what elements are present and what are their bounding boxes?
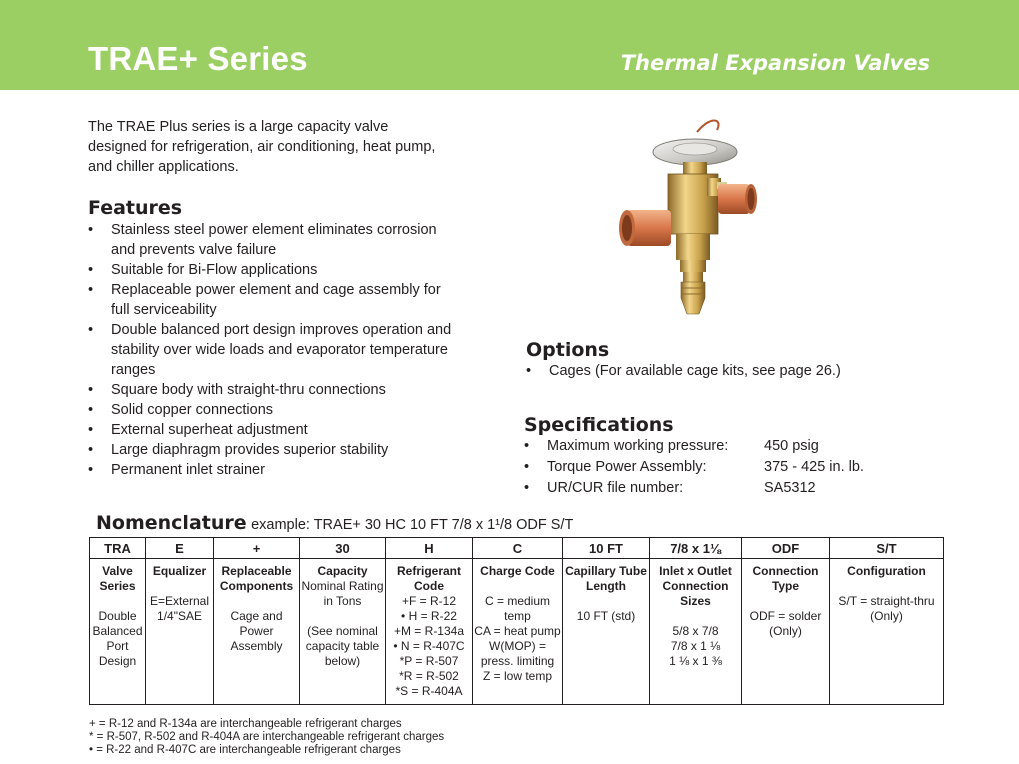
options-list (526, 361, 926, 381)
nomenclature-desc-line: Power (239, 624, 274, 638)
nomenclature-label: Capillary Tube (565, 564, 647, 578)
footnotes (89, 718, 444, 757)
nomenclature-code-cell: + (214, 538, 300, 559)
nomenclature-desc-line: S/T = straight-thru (838, 594, 935, 608)
intro-paragraph: The TRAE Plus series is a large capacity valve designed for refrigeration, air conditioning, heat pump, and chiller applications. (88, 119, 436, 175)
list-item: • Stainless steel power element eliminates corrosion and prevents valve failure (88, 222, 437, 258)
footnote: + = R-12 and R-134a are interchangeable refrigerant charges (89, 718, 402, 730)
nomenclature-desc-line: Z = low temp (482, 669, 553, 683)
page-title: TRAE+ Series (88, 40, 308, 77)
list-item: • Solid copper connections (88, 402, 274, 418)
spec-value: SA5312 (764, 480, 816, 496)
nomenclature-desc-line: (See nominal (307, 624, 378, 638)
spec-row: • Maximum working pressure: 450 psig (524, 436, 944, 457)
nomenclature-desc-cell (90, 559, 146, 705)
list-item: • Suitable for Bi-Flow applications (88, 262, 318, 278)
nomenclature-desc-line: Design (98, 654, 137, 668)
specifications-heading: Specifications (524, 414, 674, 436)
nomenclature-label: Sizes (680, 594, 711, 608)
nomenclature-code-cell: TRA (90, 538, 146, 559)
nomenclature-code-cell: H (386, 538, 473, 559)
nomenclature-code-cell: 10 FT (563, 538, 650, 559)
nomenclature-code-cell: 7/8 x 1⅛ (650, 538, 742, 559)
nomenclature-label: Charge Code (480, 564, 555, 578)
nomenclature-desc-line: • H = R-22 (401, 609, 457, 623)
nomenclature-desc-cell (650, 559, 742, 705)
nomenclature-label: Inlet x Outlet (659, 564, 732, 578)
nomenclature-desc-line: Port (106, 639, 129, 653)
nomenclature-desc-line: *R = R-502 (399, 669, 459, 683)
nomenclature-code-cell: S/T (830, 538, 944, 559)
nomenclature-desc-line: *P = R-507 (399, 654, 459, 668)
nomenclature-desc-line: ODF = solder (749, 609, 822, 623)
nomenclature-label: Valve (102, 564, 133, 578)
specifications-list (524, 436, 944, 499)
list-item: • Double balanced port design improves operation and stability over wide loads and evaporator temperature ranges (88, 322, 452, 378)
spec-row: • UR/CUR file number: SA5312 (524, 478, 944, 499)
features-heading: Features (88, 197, 183, 219)
nomenclature-desc-line: *S = R-404A (395, 684, 463, 698)
nomenclature-desc-line: 5/8 x 7/8 (672, 624, 719, 638)
valve-product-image (605, 118, 765, 323)
nomenclature-desc-line: 1 ⅛ x 1 ⅜ (669, 654, 722, 668)
list-item: • External superheat adjustment (88, 422, 308, 438)
nomenclature-label: Refrigerant (396, 564, 461, 578)
nomenclature-label: Capacity (317, 564, 368, 578)
nomenclature-code-cell: ODF (742, 538, 830, 559)
nomenclature-desc-cell (742, 559, 830, 705)
nomenclature-code-cell: 30 (300, 538, 386, 559)
nomenclature-desc-line: Assembly (230, 639, 283, 653)
nomenclature-desc-line: (Only) (870, 609, 903, 623)
nomenclature-desc-cell (563, 559, 650, 705)
spec-value: 375 - 425 in. lb. (764, 459, 864, 475)
nomenclature-title: Nomenclature (96, 512, 247, 534)
spec-value: 450 psig (764, 438, 819, 454)
features-list (88, 220, 458, 480)
nomenclature-desc-line: (Only) (769, 624, 802, 638)
nomenclature-desc-line: temp (504, 609, 531, 623)
nomenclature-desc-line: 7/8 x 1 ⅛ (670, 639, 721, 653)
nomenclature-code-cell: E (146, 538, 214, 559)
nomenclature-label: Replaceable (221, 564, 292, 578)
nomenclature-label: Code (414, 579, 444, 593)
list-item: • Permanent inlet strainer (88, 462, 265, 478)
nomenclature-desc-line: E=External (149, 594, 210, 608)
list-item: • Replaceable power element and cage assembly for full serviceability (88, 282, 441, 318)
nomenclature-heading (96, 512, 573, 534)
nomenclature-desc-line: Double (98, 609, 137, 623)
nomenclature-label: Configuration (847, 564, 926, 578)
nomenclature-label: Connection (752, 564, 819, 578)
page-subtitle: Thermal Expansion Valves (620, 51, 930, 75)
list-item: • Cages (For available cage kits, see page 26.) (526, 363, 841, 379)
spec-label: UR/CUR file number: (547, 480, 684, 496)
nomenclature-desc-cell (300, 559, 386, 705)
nomenclature-desc-line: below) (324, 654, 361, 668)
nomenclature-example: example: TRAE+ 30 HC 10 FT 7/8 x 1¹/8 ODF S/T (251, 517, 574, 533)
nomenclature-table (89, 537, 944, 705)
nomenclature-desc-line: +F = R-12 (401, 594, 457, 608)
nomenclature-desc-line: CA = heat pump (474, 624, 561, 638)
nomenclature-label: Length (586, 579, 626, 593)
nomenclature-desc-cell (146, 559, 214, 705)
nomenclature-code-cell: C (473, 538, 563, 559)
nomenclature-desc-cell (830, 559, 944, 705)
nomenclature-label: Components (219, 579, 294, 593)
nomenclature-desc-line: +M = R-134a (393, 624, 465, 638)
nomenclature-label: Equalizer (152, 564, 207, 578)
nomenclature-desc-line: press. limiting (480, 654, 555, 668)
nomenclature-label: Type (771, 579, 800, 593)
nomenclature-desc-cell (214, 559, 300, 705)
nomenclature-desc-line: Cage and (230, 609, 283, 623)
header-banner (0, 0, 1019, 90)
nomenclature-desc-cell (386, 559, 473, 705)
nomenclature-desc-line: • N = R-407C (393, 639, 465, 653)
nomenclature-desc-line: W(MOP) = (489, 639, 546, 653)
nomenclature-desc-line: Nominal Rating (301, 579, 384, 593)
nomenclature-desc-cell (473, 559, 563, 705)
footnote: * = R-507, R-502 and R-404A are interchangeable refrigerant charges (89, 731, 445, 743)
nomenclature-desc-line: 1/4"SAE (157, 609, 202, 623)
nomenclature-desc-line: C = medium (484, 594, 551, 608)
nomenclature-desc-line: Balanced (92, 624, 143, 638)
nomenclature-label: Series (99, 579, 136, 593)
nomenclature-desc-line: 10 FT (std) (576, 609, 636, 623)
spec-label: Torque Power Assembly: (547, 459, 707, 475)
list-item: • Square body with straight-thru connections (88, 382, 386, 398)
spec-row: • Torque Power Assembly: 375 - 425 in. lb. (524, 457, 944, 478)
nomenclature-desc-line: capacity table (305, 639, 380, 653)
nomenclature-desc-line: in Tons (323, 594, 362, 608)
list-item: • Large diaphragm provides superior stability (88, 442, 389, 458)
footnote: • = R-22 and R-407C are interchangeable refrigerant charges (89, 744, 401, 756)
spec-label: Maximum working pressure: (547, 438, 729, 454)
options-heading: Options (526, 339, 610, 361)
nomenclature-label: Connection (662, 579, 729, 593)
